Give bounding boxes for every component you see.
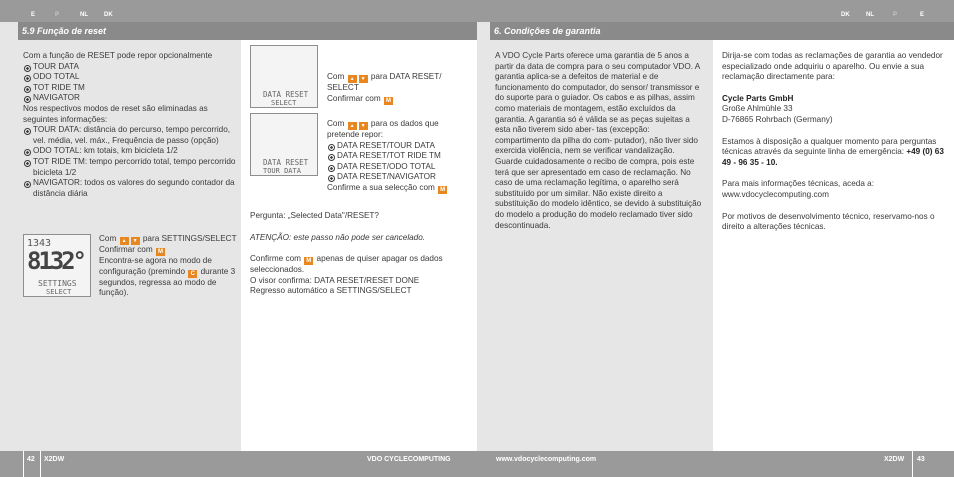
list-item: DATA RESET/NAVIGATOR (327, 172, 473, 183)
settings-step-block (99, 234, 237, 299)
lcd-line-2: SELECT (46, 288, 72, 296)
lang-tab-e-right[interactable]: E (920, 12, 925, 18)
list-item: DATA RESET/TOT RIDE TM (327, 151, 473, 162)
lcd-line-1: DATA RESET (263, 158, 309, 167)
reset-confirm-block (250, 211, 472, 297)
step-label: Com (99, 234, 117, 243)
down-arrow-icon (131, 237, 140, 245)
list-item: NAVIGATOR: todos os valores do segundo contador da distância diária (23, 178, 237, 199)
lcd-line-1: DATA RESET (263, 90, 309, 99)
reset-details-list (23, 125, 237, 199)
auto-return-text: Regresso automático a SETTINGS/SELECT (250, 286, 412, 296)
list-item: DATA RESET/ODO TOTAL (327, 162, 473, 173)
company-city: D-76865 Rohrbach (Germany) (722, 114, 833, 124)
page-number-right: 43 (917, 456, 925, 463)
down-arrow-icon (359, 75, 368, 83)
reset-intro-block (23, 51, 237, 199)
list-item: ODO TOTAL: km totais, km bicicleta 1/2 (23, 146, 237, 157)
confirm-label: Confirmar com (99, 245, 153, 254)
m-key-icon: M (385, 97, 391, 104)
lang-tab-p-left[interactable]: P (55, 12, 60, 18)
more-info-text: Para mais informações técnicas, aceda a: www.vdocyclecomputing.com (722, 179, 874, 199)
claims-paragraph: Dirija-se com todas as reclamações de garantia ao vendedor especializado onde adquiriu o aparelho. Ou envie a sua reclamação directamente para: (722, 51, 943, 82)
hotline-phone: +49 (0) 63 49 - 96 35 - 10. (722, 147, 944, 167)
up-arrow-icon (348, 75, 357, 83)
step-target: para DATA RESET/ SELECT (327, 72, 442, 92)
up-arrow-icon (348, 122, 357, 130)
list-item: DATA RESET/TOUR DATA (327, 141, 473, 152)
warranty-paragraph-2: Guarde cuidadosamente o recibo de compra, pois este terá que ser apresentado em caso de reclamação. No caso de uma reclamação legítima, o aparelho será substituído por um similar. Não existe direito a substituição do modelo idêntico, se devido à substituição do modelo a produção do modelo reclamado tiver sido descontinuada. (495, 156, 702, 230)
data-reset-step-block (327, 72, 473, 105)
list-item: NAVIGATOR (23, 93, 237, 104)
m-key-icon: M (440, 186, 446, 193)
warranty-contact-block (722, 51, 947, 233)
section-title-reset: 5.9 Função de reset (18, 22, 477, 40)
lcd-big-digits: 8132° (27, 247, 87, 275)
data-select-step-block (327, 119, 473, 194)
list-item: TOT RIDE TM: tempo percorrido total, tempo percorrido bicicleta 1/2 (23, 157, 237, 178)
lcd-line-2: TOUR DATA (263, 167, 301, 175)
m-key-icon: M (157, 249, 163, 255)
down-arrow-icon (359, 122, 368, 130)
lcd-settings-select (23, 234, 91, 297)
company-street: Große Ahlmühle 33 (722, 104, 793, 114)
footer-divider (23, 451, 24, 477)
display-confirm-text: O visor confirma: DATA RESET/RESET DONE (250, 275, 420, 285)
lang-tab-p-right[interactable]: P (893, 12, 898, 18)
m-key-icon: M (306, 258, 312, 265)
warranty-paragraph-1: A VDO Cycle Parts oferece uma garantia de 5 anos a partir da data de compra para o seu computador VDO. A garantia aplica-se a defeitos de material e de funcionamento do computador, do sensor/ transmissor e do suporte para o guiador. Os cabos e as pilhas, assim como materiais de montagem, estão excluídos da garantia. A garantia só é válida se as peças sujeitas a esta não tiverem sido aber- tas (excepção: compartimento da pilha do com- putador), não tiver sido exercida violência, nem se verificar vandalização. (495, 51, 700, 156)
lang-tab-dk-right[interactable]: DK (841, 12, 850, 18)
page-number-left: 42 (27, 456, 35, 463)
confirm-delete-text: apenas de quiser apagar os dados seleccionados. (250, 254, 443, 275)
hotline-text: Estamos à disposição a qualquer momento para perguntas técnicas através da seguinte linha de emergência: (722, 136, 937, 157)
step-label: Com (327, 119, 345, 128)
reset-warning: ATENÇÃO: este passo não pode ser cancelado. (250, 232, 426, 242)
list-item: ODO TOTAL (23, 72, 237, 83)
footer-model-right: X2DW (884, 456, 905, 463)
footer-model-left: X2DW (44, 456, 65, 463)
step-label: Com (327, 72, 345, 81)
footer-divider (40, 451, 41, 477)
footer-url[interactable]: www.vdocyclecomputing.com (496, 456, 597, 463)
lcd-data-reset-select (250, 45, 318, 108)
confirm-label: Confirme a sua selecção com (327, 182, 435, 192)
footer-divider (912, 451, 913, 477)
footer-brand: VDO CYCLECOMPUTING (367, 456, 451, 463)
lcd-data-reset-tour-data (250, 113, 318, 176)
step-target: para os dados que pretende repor: (327, 119, 439, 139)
lcd-line-1: SETTINGS (38, 279, 77, 288)
up-arrow-icon (120, 237, 129, 245)
footer-bar (0, 451, 954, 477)
list-item: TOT RIDE TM (23, 83, 237, 94)
settings-mode-text: Encontra-se agora no modo de configuração (premindo (99, 256, 212, 276)
lang-tab-dk-left[interactable]: DK (104, 12, 113, 18)
technical-changes-text: Por motivos de desenvolvimento técnico, reservamo-nos o direito a alterações técnicas. (722, 211, 935, 232)
warranty-text-block (495, 51, 706, 231)
reset-question: Pergunta: „Selected Data"/RESET? (250, 211, 379, 220)
c-key-icon: C (188, 270, 197, 278)
step-target: para SETTINGS/SELECT (142, 234, 237, 243)
lang-tab-nl-right[interactable]: NL (866, 12, 874, 18)
confirm-label: Confirme com (250, 254, 301, 264)
reset-deleted-info: Nos respectivos modos de reset são eliminadas as seguintes informações: (23, 103, 208, 124)
list-item: TOUR DATA (23, 62, 237, 73)
lcd-small-digits: 1343 (27, 238, 52, 249)
reset-options-list (23, 62, 237, 104)
lcd-line-2: SELECT (271, 99, 297, 107)
confirm-label: Confirmar com (327, 93, 381, 103)
reset-intro: Com a função de RESET pode repor opcionalmente (23, 51, 213, 60)
list-item: TOUR DATA: distância do percurso, tempo percorrido, vel. média, vel. máx., Frequência de passo (opção) (23, 125, 237, 146)
lang-tab-e-left[interactable]: E (31, 12, 36, 18)
data-reset-options-list (327, 141, 473, 183)
section-title-warranty: 6. Condições de garantia (490, 22, 954, 40)
company-name: Cycle Parts GmbH (722, 93, 794, 103)
lang-tab-nl-left[interactable]: NL (80, 12, 88, 18)
settings-return-text: durante 3 segundos, regressa ao modo de função). (99, 266, 236, 298)
top-language-bar (0, 0, 954, 22)
